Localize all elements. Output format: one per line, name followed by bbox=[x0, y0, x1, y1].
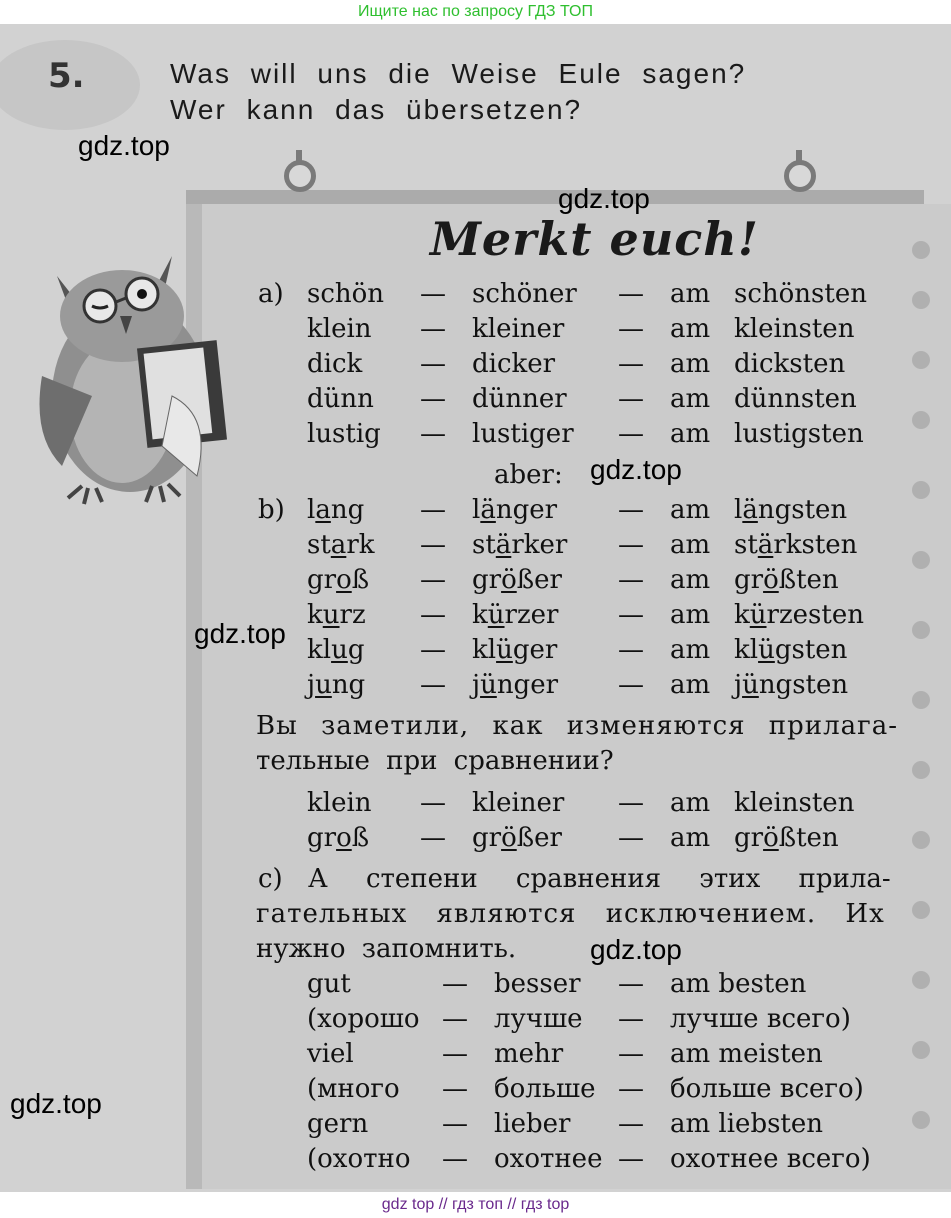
question-line-2: тельные при сравнении? bbox=[256, 746, 614, 776]
board-top-bar bbox=[186, 190, 924, 204]
comparative-form: mehr bbox=[494, 1039, 564, 1069]
dash: — bbox=[420, 600, 446, 630]
positive-form: (хорошо bbox=[307, 1004, 420, 1034]
binder-rings bbox=[905, 230, 945, 1190]
question-line-1: Вы заметили, как изменяются прилага- bbox=[256, 711, 899, 741]
exercise-line-1: Was will uns die Weise Eule sagen? bbox=[170, 58, 747, 89]
am-word: am bbox=[670, 384, 711, 414]
dash: — bbox=[618, 823, 644, 853]
superlative-form: am meisten bbox=[670, 1039, 823, 1069]
dash: — bbox=[420, 419, 446, 449]
section-c-label: c) bbox=[258, 864, 283, 894]
dash: — bbox=[618, 279, 644, 309]
dash: — bbox=[420, 823, 446, 853]
positive-form: gern bbox=[307, 1109, 369, 1139]
am-word: am bbox=[670, 279, 711, 309]
watermark: gdz.top bbox=[590, 454, 682, 485]
comparative-form: besser bbox=[494, 969, 581, 999]
positive-form: kurz bbox=[307, 600, 366, 630]
dash: — bbox=[618, 1109, 644, 1139]
dash: — bbox=[618, 1074, 644, 1104]
dash: — bbox=[618, 788, 644, 818]
aber-label: aber: bbox=[494, 460, 563, 490]
comparative-form: dicker bbox=[472, 349, 556, 379]
dash: — bbox=[618, 969, 644, 999]
dash: — bbox=[420, 788, 446, 818]
superlative-form: klügsten bbox=[734, 635, 848, 665]
comparative-form: lieber bbox=[494, 1109, 571, 1139]
dash: — bbox=[618, 1039, 644, 1069]
dash: — bbox=[442, 1144, 468, 1174]
superlative-form: stärksten bbox=[734, 530, 858, 560]
positive-form: schön bbox=[307, 279, 385, 309]
dash: — bbox=[618, 419, 644, 449]
superlative-form: kleinsten bbox=[734, 788, 855, 818]
positive-form: lang bbox=[307, 495, 365, 525]
dash: — bbox=[442, 1074, 468, 1104]
superlative-form: am liebsten bbox=[670, 1109, 824, 1139]
positive-form: dünn bbox=[307, 384, 374, 414]
positive-form: jung bbox=[307, 670, 366, 700]
hanging-hook-left bbox=[284, 160, 316, 192]
dash: — bbox=[420, 670, 446, 700]
superlative-form: dicksten bbox=[734, 349, 846, 379]
comparative-form: länger bbox=[472, 495, 558, 525]
positive-form: groß bbox=[307, 565, 370, 595]
dash: — bbox=[420, 314, 446, 344]
dash: — bbox=[442, 969, 468, 999]
dash: — bbox=[618, 565, 644, 595]
dash: — bbox=[420, 565, 446, 595]
comparative-form: kleiner bbox=[472, 788, 565, 818]
section-c-line-1: А степени сравнения этих прила- bbox=[308, 864, 891, 894]
superlative-form: охотнее всего) bbox=[670, 1144, 871, 1174]
comparative-form: größer bbox=[472, 823, 562, 853]
superlative-form: größten bbox=[734, 565, 839, 595]
positive-form: stark bbox=[307, 530, 375, 560]
dash: — bbox=[618, 384, 644, 414]
board-title: Merkt euch! bbox=[430, 212, 759, 266]
superlative-form: kürzesten bbox=[734, 600, 864, 630]
positive-form: gut bbox=[307, 969, 351, 999]
dash: — bbox=[618, 635, 644, 665]
superlative-form: längsten bbox=[734, 495, 848, 525]
dash: — bbox=[420, 495, 446, 525]
watermark: gdz.top bbox=[590, 934, 682, 965]
dash: — bbox=[618, 349, 644, 379]
watermark: gdz.top bbox=[558, 183, 650, 214]
positive-form: klein bbox=[307, 314, 372, 344]
dash: — bbox=[618, 600, 644, 630]
superlative-form: dünnsten bbox=[734, 384, 857, 414]
am-word: am bbox=[670, 495, 711, 525]
positive-form: viel bbox=[307, 1039, 354, 1069]
dash: — bbox=[618, 495, 644, 525]
dash: — bbox=[618, 670, 644, 700]
positive-form: groß bbox=[307, 823, 370, 853]
dash: — bbox=[442, 1004, 468, 1034]
superlative-form: jüngsten bbox=[734, 670, 849, 700]
comparative-form: größer bbox=[472, 565, 562, 595]
dash: — bbox=[442, 1109, 468, 1139]
superlative-form: лучше всего) bbox=[670, 1004, 851, 1034]
am-word: am bbox=[670, 419, 711, 449]
am-word: am bbox=[670, 314, 711, 344]
watermark: gdz.top bbox=[194, 618, 286, 649]
dash: — bbox=[420, 279, 446, 309]
dash: — bbox=[618, 530, 644, 560]
comparative-form: lustiger bbox=[472, 419, 574, 449]
dash: — bbox=[618, 1144, 644, 1174]
watermark: gdz.top bbox=[10, 1088, 102, 1119]
exercise-line-2: Wer kann das übersetzen? bbox=[170, 94, 583, 125]
am-word: am bbox=[670, 670, 711, 700]
dash: — bbox=[618, 314, 644, 344]
am-word: am bbox=[670, 788, 711, 818]
comparative-form: klüger bbox=[472, 635, 558, 665]
comparative-form: лучше bbox=[494, 1004, 583, 1034]
dash: — bbox=[420, 530, 446, 560]
comparative-form: охотнее bbox=[494, 1144, 603, 1174]
superlative-form: lustigsten bbox=[734, 419, 864, 449]
positive-form: (охотно bbox=[307, 1144, 411, 1174]
bottom-banner[interactable]: gdz top // гдз топ // гдз top bbox=[0, 1192, 951, 1218]
comparative-form: schöner bbox=[472, 279, 577, 309]
am-word: am bbox=[670, 530, 711, 560]
dash: — bbox=[618, 1004, 644, 1034]
am-word: am bbox=[670, 823, 711, 853]
superlative-form: schönsten bbox=[734, 279, 867, 309]
comparative-form: kürzer bbox=[472, 600, 559, 630]
am-word: am bbox=[670, 635, 711, 665]
comparative-form: jünger bbox=[472, 670, 559, 700]
am-word: am bbox=[670, 349, 711, 379]
section-b-label: b) bbox=[258, 495, 285, 525]
superlative-form: am besten bbox=[670, 969, 807, 999]
positive-form: dick bbox=[307, 349, 363, 379]
dash: — bbox=[442, 1039, 468, 1069]
hanging-hook-right bbox=[784, 160, 816, 192]
comparative-form: больше bbox=[494, 1074, 596, 1104]
comparative-form: stärker bbox=[472, 530, 568, 560]
dash: — bbox=[420, 635, 446, 665]
superlative-form: größten bbox=[734, 823, 839, 853]
section-a-label: a) bbox=[258, 279, 284, 309]
exercise-number: 5. bbox=[48, 56, 85, 96]
owl-illustration bbox=[22, 246, 242, 508]
superlative-form: больше всего) bbox=[670, 1074, 864, 1104]
am-word: am bbox=[670, 600, 711, 630]
positive-form: lustig bbox=[307, 419, 381, 449]
dash: — bbox=[420, 384, 446, 414]
section-c-line-2: гательных являются исключением. Их bbox=[256, 899, 885, 929]
top-banner[interactable]: Ищите нас по запросу ГДЗ ТОП bbox=[0, 0, 951, 24]
superlative-form: kleinsten bbox=[734, 314, 855, 344]
positive-form: (много bbox=[307, 1074, 400, 1104]
positive-form: klug bbox=[307, 635, 365, 665]
section-c-line-3: нужно запомнить. bbox=[256, 934, 517, 964]
comparative-form: kleiner bbox=[472, 314, 565, 344]
comparative-form: dünner bbox=[472, 384, 567, 414]
watermark: gdz.top bbox=[78, 130, 170, 161]
dash: — bbox=[420, 349, 446, 379]
positive-form: klein bbox=[307, 788, 372, 818]
am-word: am bbox=[670, 565, 711, 595]
